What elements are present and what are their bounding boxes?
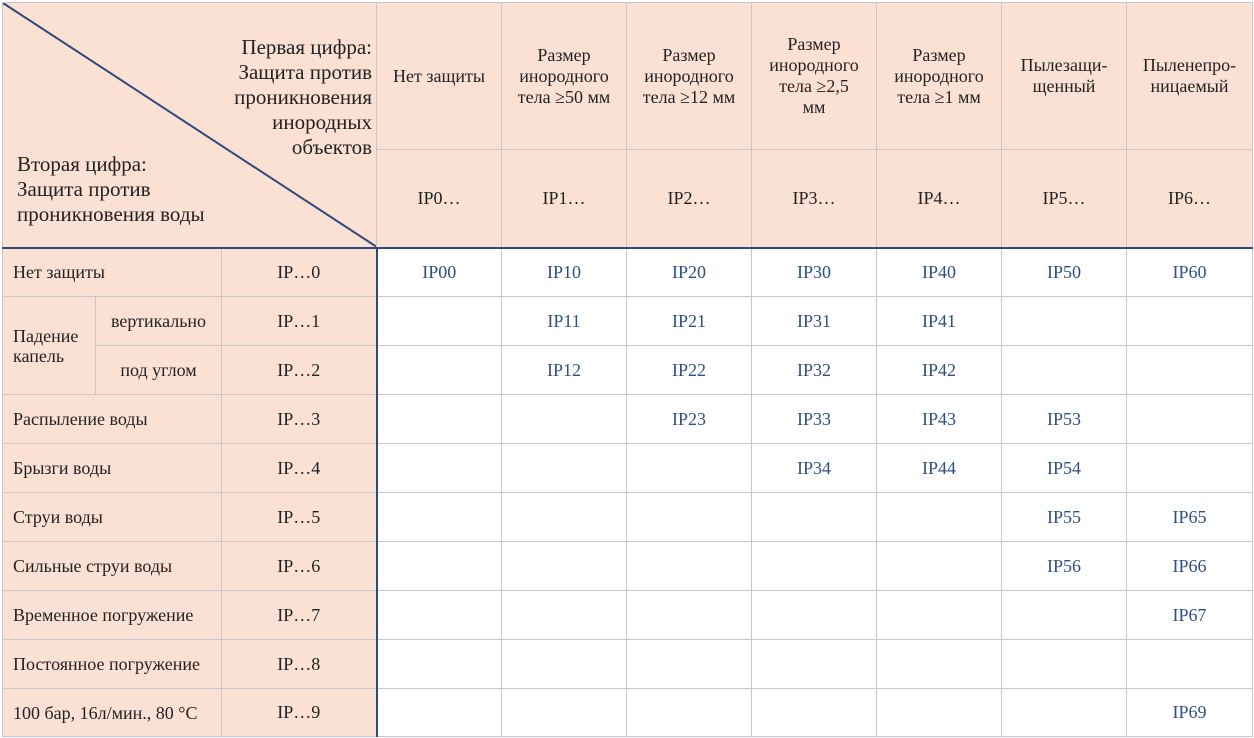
ip-cell <box>377 542 502 591</box>
ip-cell <box>377 591 502 640</box>
ip-cell <box>627 689 752 737</box>
ip-cell <box>877 542 1002 591</box>
row-label: 100 бар, 16л/мин., 80 °C <box>3 689 222 737</box>
ip-cell <box>502 444 627 493</box>
col-code-ip0: IP0… <box>377 150 502 248</box>
ip-rating-table <box>2 2 1253 737</box>
row-code: IP…0 <box>222 248 377 297</box>
ip-cell <box>1002 346 1127 395</box>
ip-cell: IP55 <box>1002 493 1127 542</box>
col-header-ip2: Размер инородного тела ≥12 мм <box>627 3 752 150</box>
ip-cell: IP67 <box>1127 591 1253 640</box>
col-header-ip3: Размер инородного тела ≥2,5 мм <box>752 3 877 150</box>
ip-cell <box>1002 297 1127 346</box>
row-label: Постоянное погружение <box>3 640 222 689</box>
col-header-ip1: Размер инородного тела ≥50 мм <box>502 3 627 150</box>
ip-cell: IP54 <box>1002 444 1127 493</box>
ip-cell: IP66 <box>1127 542 1253 591</box>
row-code: IP…4 <box>222 444 377 493</box>
ip-cell: IP22 <box>627 346 752 395</box>
ip-cell <box>502 493 627 542</box>
ip-cell <box>502 542 627 591</box>
ip-cell: IP12 <box>502 346 627 395</box>
ip-cell <box>502 640 627 689</box>
row-group-label: Падение капель <box>3 297 96 395</box>
ip-cell: IP40 <box>877 248 1002 297</box>
ip-cell <box>627 591 752 640</box>
ip-cell <box>1127 444 1253 493</box>
ip-cell: IP31 <box>752 297 877 346</box>
ip-cell: IP34 <box>752 444 877 493</box>
ip-cell <box>377 297 502 346</box>
ip-cell <box>1127 346 1253 395</box>
ip-cell: IP56 <box>1002 542 1127 591</box>
col-code-ip2: IP2… <box>627 150 752 248</box>
col-code-ip4: IP4… <box>877 150 1002 248</box>
ip-cell <box>377 395 502 444</box>
row-code: IP…7 <box>222 591 377 640</box>
col-code-ip6: IP6… <box>1127 150 1253 248</box>
ip-cell <box>752 542 877 591</box>
row-code: IP…9 <box>222 689 377 737</box>
ip-cell: IP69 <box>1127 689 1253 737</box>
row-code: IP…1 <box>222 297 377 346</box>
header-corner-cell <box>3 3 377 248</box>
ip-cell <box>502 689 627 737</box>
ip-cell: IP50 <box>1002 248 1127 297</box>
ip-cell <box>627 444 752 493</box>
ip-cell <box>377 640 502 689</box>
row-code: IP…3 <box>222 395 377 444</box>
ip-cell <box>377 444 502 493</box>
col-code-ip3: IP3… <box>752 150 877 248</box>
ip-cell <box>502 591 627 640</box>
ip-cell <box>377 493 502 542</box>
row-code: IP…5 <box>222 493 377 542</box>
ip-cell: IP42 <box>877 346 1002 395</box>
ip-cell: IP60 <box>1127 248 1253 297</box>
ip-cell: IP44 <box>877 444 1002 493</box>
row-code: IP…8 <box>222 640 377 689</box>
row-label: Нет защиты <box>3 248 222 297</box>
ip-cell <box>752 591 877 640</box>
ip-cell <box>377 346 502 395</box>
col-code-ip1: IP1… <box>502 150 627 248</box>
ip-cell <box>627 640 752 689</box>
ip-cell <box>1127 297 1253 346</box>
ip-cell: IP33 <box>752 395 877 444</box>
col-header-ip5: Пылезащи- щенный <box>1002 3 1127 150</box>
row-label: Брызги воды <box>3 444 222 493</box>
ip-cell: IP20 <box>627 248 752 297</box>
ip-cell <box>752 689 877 737</box>
ip-cell: IP21 <box>627 297 752 346</box>
ip-cell: IP53 <box>1002 395 1127 444</box>
ip-cell <box>627 493 752 542</box>
ip-cell <box>1002 640 1127 689</box>
ip-cell <box>877 640 1002 689</box>
ip-cell <box>1127 640 1253 689</box>
ip-cell: IP00 <box>377 248 502 297</box>
ip-cell <box>502 395 627 444</box>
ip-cell <box>1002 591 1127 640</box>
ip-cell: IP11 <box>502 297 627 346</box>
row-label: Временное погружение <box>3 591 222 640</box>
ip-cell: IP23 <box>627 395 752 444</box>
ip-cell <box>1002 689 1127 737</box>
row-code: IP…6 <box>222 542 377 591</box>
ip-cell <box>877 689 1002 737</box>
row-label: Распыление воды <box>3 395 222 444</box>
ip-cell <box>877 591 1002 640</box>
ip-cell: IP32 <box>752 346 877 395</box>
col-header-ip6: Пыленепро- ницаемый <box>1127 3 1253 150</box>
row-sublabel: под углом <box>96 346 222 395</box>
ip-cell <box>627 542 752 591</box>
ip-cell <box>752 640 877 689</box>
col-header-ip0: Нет защиты <box>377 3 502 150</box>
ip-cell <box>752 493 877 542</box>
ip-cell: IP43 <box>877 395 1002 444</box>
ip-cell: IP10 <box>502 248 627 297</box>
second-digit-label: Вторая цифра: Защита против проникновения воды <box>17 152 205 226</box>
row-sublabel: вертикально <box>96 297 222 346</box>
col-header-ip4: Размер инородного тела ≥1 мм <box>877 3 1002 150</box>
ip-cell: IP41 <box>877 297 1002 346</box>
col-code-ip5: IP5… <box>1002 150 1127 248</box>
ip-cell: IP30 <box>752 248 877 297</box>
ip-cell <box>877 493 1002 542</box>
ip-cell <box>377 689 502 737</box>
first-digit-label: Первая цифра: Защита против проникновения инородных объектов <box>234 35 373 159</box>
ip-cell <box>1127 395 1253 444</box>
row-label: Сильные струи воды <box>3 542 222 591</box>
row-label: Струи воды <box>3 493 222 542</box>
row-code: IP…2 <box>222 346 377 395</box>
ip-cell: IP65 <box>1127 493 1253 542</box>
